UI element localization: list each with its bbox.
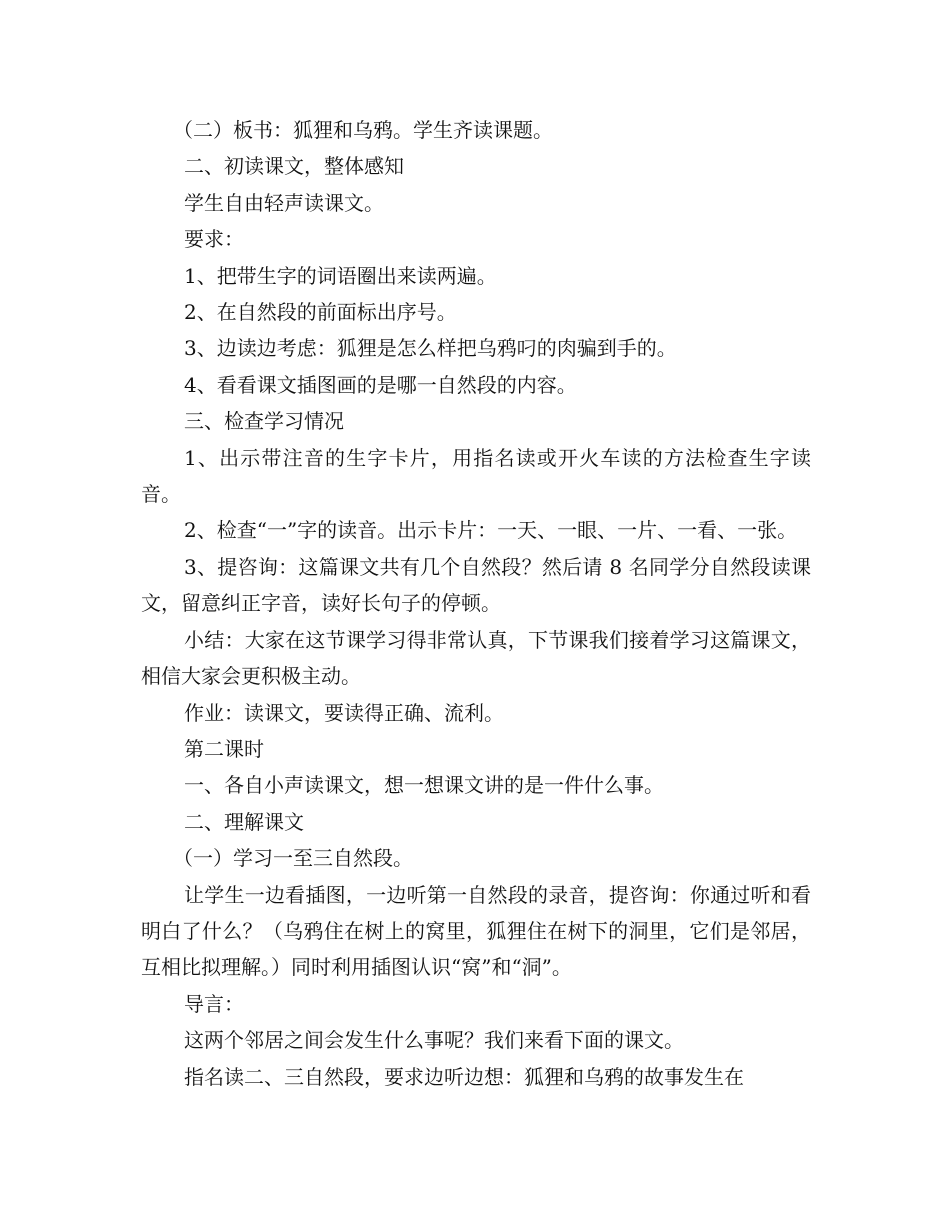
- paragraph: 学生自由轻声读课文。: [184, 190, 384, 215]
- paragraph: 这两个邻居之间会发生什么事呢？我们来看下面的课文。: [184, 1028, 684, 1053]
- document-body: [141, 112, 811, 1095]
- list-item: 4、看看课文插图画的是哪一自然段的内容。: [184, 372, 577, 397]
- section-heading: 二、理解课文: [184, 809, 304, 834]
- paragraph: 导言：: [184, 991, 244, 1016]
- section-heading: 第二课时: [184, 736, 264, 761]
- section-heading: 一、各自小声读课文，想一想课文讲的是一件什么事。: [184, 773, 664, 798]
- section-heading: 二、初读课文，整体感知: [184, 154, 404, 179]
- list-item: 1、把带生字的词语圈出来读两遍。: [184, 263, 497, 288]
- paragraph: 让学生一边看插图，一边听第一自然段的录音，提咨询：你通过听和看明白了什么？（乌鸦住在树上的窝里，狐狸住在树下的洞里，它们是邻居，互相比拟理解。）同时利用插图认识“窝”和“洞”。: [141, 882, 811, 980]
- paragraph: （二）板书：狐狸和乌鸦。学生齐读课题。: [173, 118, 553, 142]
- list-item: 3、边读边考虑：狐狸是怎么样把乌鸦叼的肉骗到手的。: [184, 336, 677, 361]
- paragraph: （一）学习一至三自然段。: [173, 846, 413, 871]
- paragraph: 小结：大家在这节课学习得非常认真，下节课我们接着学习这篇课文，相信大家会更积极主动。: [141, 627, 811, 689]
- paragraph: 指名读二、三自然段，要求边听边想：狐狸和乌鸦的故事发生在: [184, 1064, 744, 1089]
- list-item: 1、出示带注音的生字卡片，用指名读或开火车读的方法检查生字读音。: [141, 445, 811, 507]
- list-item: 3、提咨询：这篇课文共有几个自然段？然后请 8 名同学分自然段读课文，留意纠正字音，读好长句子的停顿。: [141, 554, 811, 616]
- section-heading: 三、检查学习情况: [184, 409, 344, 434]
- paragraph: 要求：: [184, 227, 244, 252]
- list-item: 2、在自然段的前面标出序号。: [184, 300, 457, 325]
- list-item: 2、检查“一”字的读音。出示卡片：一天、一眼、一片、一看、一张。: [184, 518, 798, 543]
- paragraph: 作业：读课文，要读得正确、流利。: [184, 700, 504, 725]
